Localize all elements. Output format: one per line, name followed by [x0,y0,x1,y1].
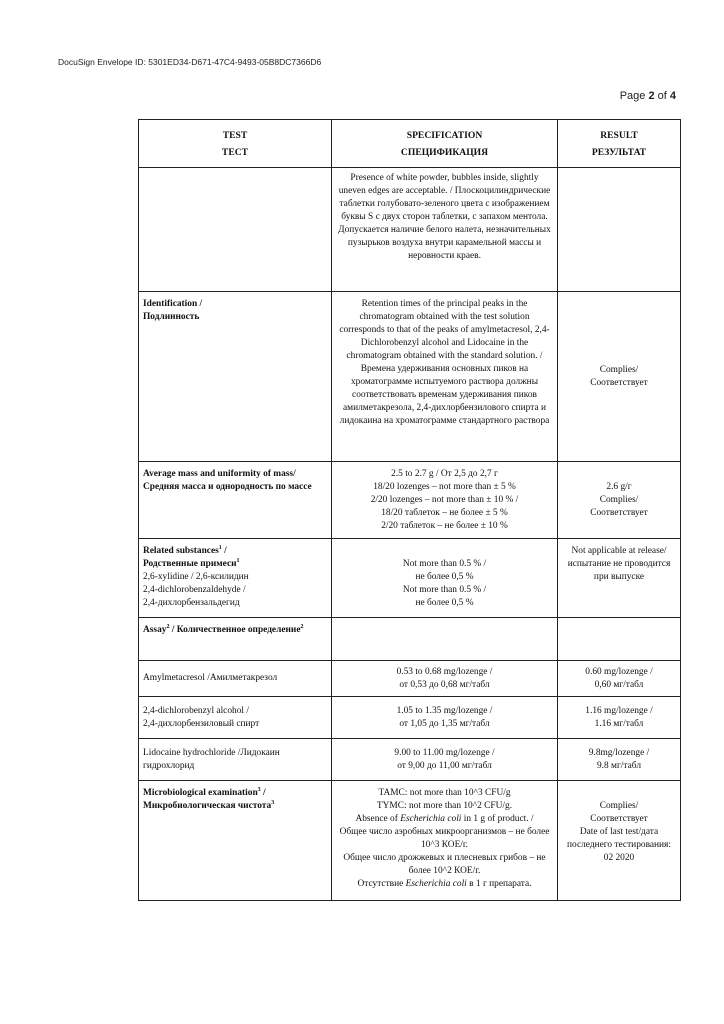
spec-cell: 9.00 to 11.00 mg/lozenge / от 9,00 до 11,00 мг/табл [332,739,558,781]
header-specification: SPECIFICATION СПЕЦИФИКАЦИЯ [332,120,558,168]
spec-cell: 1.05 to 1.35 mg/lozenge / от 1,05 до 1,35 мг/табл [332,697,558,739]
header-result: RESULT РЕЗУЛЬТАТ [558,120,681,168]
table-row-related-substances [139,539,681,618]
table-row-lidocaine [139,739,681,781]
table-header-row [139,120,681,168]
spec-cell: Retention times of the principal peaks in the chromatogram obtained with the test solution corresponds to that of the peaks of amylmetacresol, 2,4-Dichlorobenzyl alcohol and Lidocaine in the chromatogram obtained with the standard solution. / Времена удерживания основных пиков на хроматограмме испытуемого раствора должны соответствовать временам удерживания пиков амилметакрезола, 2,4-дихлорбензилового спирта и лидокаина на хроматограмме стандартного раствора [332,292,558,462]
specification-table [138,119,681,901]
result-cell: 9.8mg/lozenge / 9.8 мг/табл [558,739,681,781]
table-row-dichlorobenzyl-alcohol [139,697,681,739]
test-cell: Assay$^2$ / Количественное определение$^2$ [139,618,332,661]
table-row-assay [139,618,681,661]
table-row-identification [139,292,681,462]
spec-cell: Not more than 0.5 % / не более 0,5 % Not more than 0.5 % / не более 0,5 % [332,539,558,618]
result-cell: 0.60 mg/lozenge / 0,60 мг/табл [558,661,681,697]
test-cell: 2,4-dichlorobenzyl alcohol / 2,4-дихлорбензиловый спирт [139,697,332,739]
test-cell: Lidocaine hydrochloride /Лидокаин гидрохлорид [139,739,332,781]
table-row-amylmetacresol [139,661,681,697]
spec-cell: 0.53 to 0.68 mg/lozenge / от 0,53 до 0,68 мг/табл [332,661,558,697]
docusign-envelope-id: DocuSign Envelope ID: 5301ED34-D671-47C4-9493-05B8DC7366D6 [58,57,322,67]
result-cell: 1.16 mg/lozenge / 1.16 мг/табл [558,697,681,739]
page-number: Page 2 of 4 [619,90,676,102]
test-cell: Related substances$^1$ / Родственные примеси$^1$ 2,6-xylidine / 2,6-ксилидин 2,4-dichlorobenzaldehyde / 2,4-дихлорбензальдегид [139,539,332,618]
table-row-description [139,168,681,292]
result-cell: 2.6 g/г Complies/ Соответствует [558,462,681,539]
spec-cell: 2.5 to 2.7 g / От 2,5 до 2,7 г 18/20 lozenges – not more than ± 5 % 2/20 lozenges – not more than ± 10 % / 18/20 таблеток – не более ± 5 % 2/20 таблеток – не более ± 10 % [332,462,558,539]
test-cell: Microbiological examination$^3$ / Микробиологическая чистота$^3$ [139,781,332,901]
result-cell: Not applicable at release/ испытание не проводится при выпуске [558,539,681,618]
test-cell: Average mass and uniformity of mass/ Средняя масса и однородность по массе [139,462,332,539]
test-cell: Amylmetacresol /Амилметакрезол [139,661,332,697]
table-row-mass [139,462,681,539]
spec-cell: TAMC: not more than 10^3 CFU/g TYMC: not more than 10^2 CFU/g. Absence of Escherichia coli in 1 g of product. / Общее число аэробных микроорганизмов – не более 10^3 КОЕ/г. Общее число дрожжевых и плесневых грибов – не более 10^2 КОЕ/г. Отсутствие Escherichia coli в 1 г препарата. [332,781,558,901]
result-cell: Complies/ Соответствует Date of last test/дата последнего тестирования: 02 2020 [558,781,681,901]
header-test: TEST ТЕСТ [139,120,332,168]
result-cell: Complies/ Соответствует [558,292,681,462]
spec-cell: Presence of white powder, bubbles inside, slightly uneven edges are acceptable. / Плоскоцилиндрические таблетки голубовато-зеленого цвета с изображением буквы S с двух сторон таблетки, с запахом ментола. Допускается наличие белого налета, незначительных пузырьков воздуха внутри карамельной массы и неровности краев. [332,168,558,292]
test-cell: Identification / Подлинность [139,292,332,462]
table-row-microbiological [139,781,681,901]
